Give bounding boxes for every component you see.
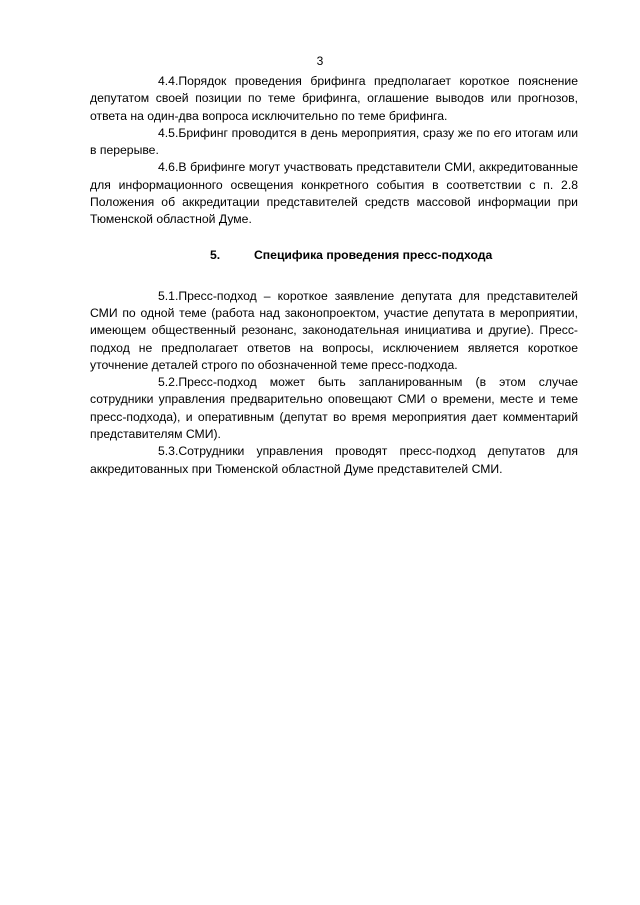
paragraph-text: Пресс-подход может быть запланированным (в этом случае сотрудники управления предварительно оповещают СМИ о времени, месте и теме пресс-подхода), и оперативным (депутат во время мероприятия дает комментарий представителям СМИ). bbox=[90, 375, 578, 442]
paragraph-text: Порядок проведения брифинга предполагает короткое пояснение депутатом своей позиции по теме брифинга, оглашение выводов или прогнозов, ответа на один-два вопроса исключительно по теме брифинга. bbox=[90, 74, 578, 123]
paragraph-5-1 bbox=[90, 288, 578, 374]
paragraph-text: Пресс-подход – короткое заявление депутата для представителей СМИ по одной теме (работа над законопроектом, участие депутата в мероприятии, имеющем общественный резонанс, законодательная инициатива и другие). Пресс-подход не предполагает ответов на вопросы, исключением является короткое уточнение деталей строго по обозначенной теме пресс-подхода. bbox=[90, 288, 578, 372]
paragraph-text: В брифинге могут участвовать представители СМИ, аккредитованные для информационного освещения конкретного события в соответствии с п. 2.8 Положения об аккредитации представителей средств массовой информации при Тюменской областной Думе. bbox=[90, 160, 578, 227]
paragraph-text: Брифинг проводится в день мероприятия, сразу же по его итогам или в перерыве. bbox=[90, 125, 578, 158]
paragraph-4-4 bbox=[90, 73, 578, 125]
document-body bbox=[90, 73, 578, 478]
paragraph-number: 5.1. bbox=[158, 288, 179, 303]
section-title: Специфика проведения пресс-подхода bbox=[254, 247, 493, 262]
paragraph-text: Сотрудники управления проводят пресс-подход депутатов для аккредитованных при Тюменской областной Думе представителей СМИ. bbox=[90, 444, 578, 476]
paragraph-number: 5.2. bbox=[158, 375, 179, 390]
section-number: 5. bbox=[210, 247, 221, 262]
paragraph-number: 4.5. bbox=[158, 125, 179, 140]
paragraph-5-3 bbox=[90, 443, 578, 478]
section-heading bbox=[90, 247, 578, 264]
paragraph-4-6 bbox=[90, 159, 578, 228]
paragraph-4-5 bbox=[90, 125, 578, 160]
page-number: 3 bbox=[316, 54, 324, 68]
paragraph-number: 4.4. bbox=[158, 74, 179, 88]
paragraph-number: 5.3. bbox=[158, 444, 179, 459]
paragraph-5-2 bbox=[90, 374, 578, 443]
paragraph-number: 4.6. bbox=[158, 160, 179, 175]
